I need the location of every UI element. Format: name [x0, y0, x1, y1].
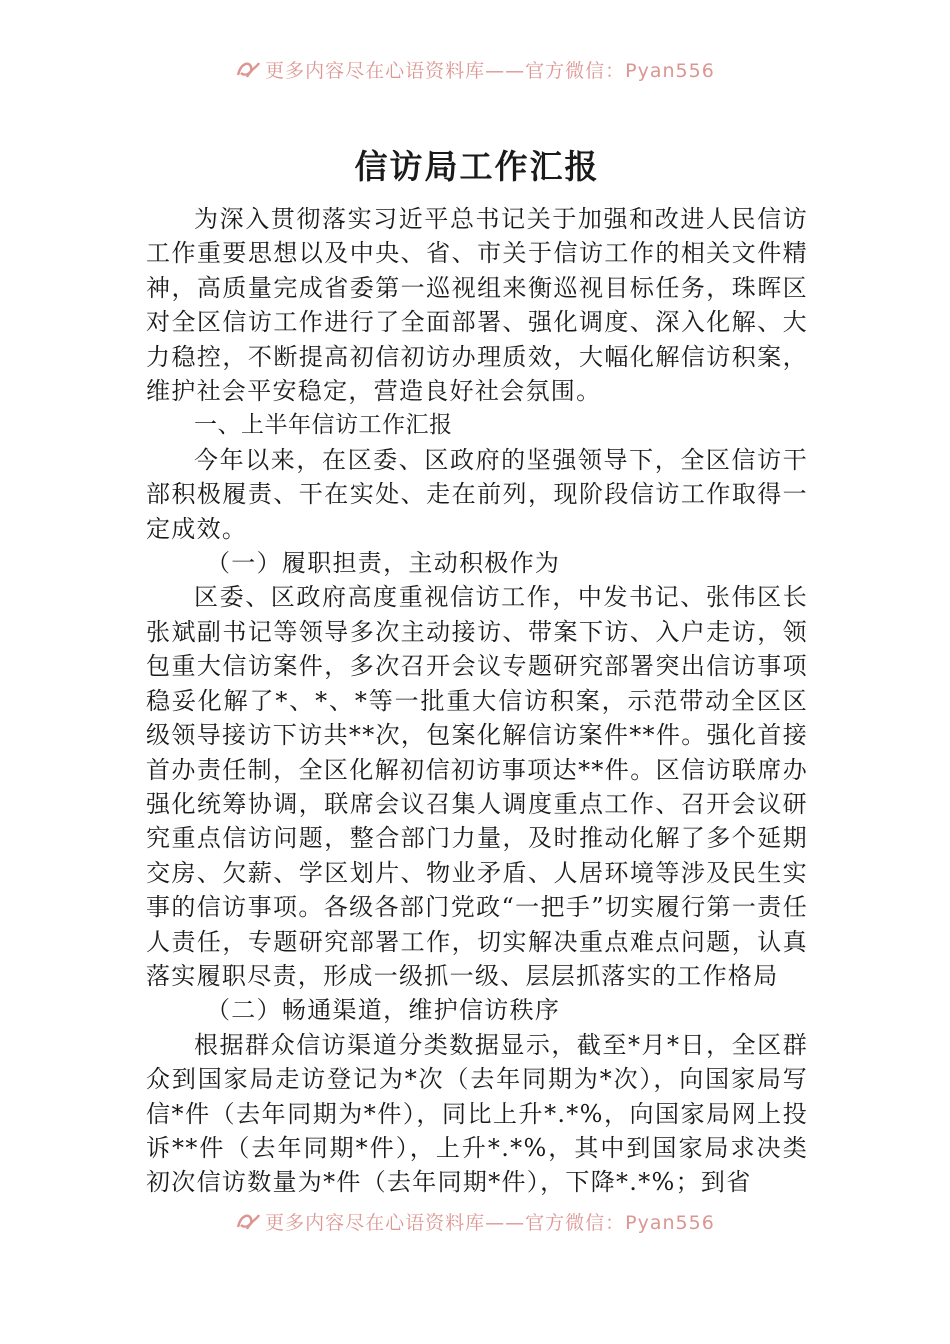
- intro-paragraph: 为深入贯彻落实习近平总书记关于加强和改进人民信访工作重要思想以及中央、省、市关于信访工作的相关文件精神，高质量完成省委第一巡视组来衡巡视目标任务，珠晖区对全区信访工作进行了全面部署、强化调度、深入化解、大力稳控，不断提高初信初访办理质效，大幅化解信访积案，维护社会平安稳定，营造良好社会氛围。: [146, 205, 808, 406]
- logo-icon: [235, 59, 261, 81]
- subsection-heading-2: （二）畅通渠道，维护信访秩序: [206, 996, 561, 1025]
- document-title: 信访局工作汇报: [354, 147, 600, 186]
- subsection-2-paragraph: 根据群众信访渠道分类数据显示，截至*月*日，全区群众到国家局走访登记为*次（去年同期为*次），向国家局写信*件（去年同期为*件），同比上升*.*%，向国家局网上投诉**件（去年同期*件），上升*.*%，其中到国家局求决类初次信访数量为*件（去年同期*件），下降*.*%；到省: [146, 1030, 808, 1197]
- section-1-paragraph: 今年以来，在区委、区政府的坚强领导下，全区信访干部积极履责、干在实处、走在前列，现阶段信访工作取得一定成效。: [146, 445, 808, 543]
- watermark-bottom: [0, 1208, 950, 1235]
- logo-icon: [235, 1211, 261, 1233]
- section-heading-1: 一、上半年信访工作汇报: [194, 412, 453, 439]
- document-page: [146, 140, 808, 1200]
- watermark-text: 更多内容尽在心语资料库——官方微信：Pyan556: [265, 1212, 715, 1234]
- watermark-top: [0, 56, 950, 83]
- watermark-text: 更多内容尽在心语资料库——官方微信：Pyan556: [265, 60, 715, 82]
- subsection-heading-1: （一）履职担责，主动积极作为: [206, 549, 561, 578]
- subsection-1-paragraph: 区委、区政府高度重视信访工作，中发书记、张伟区长张斌副书记等领导多次主动接访、带案下访、入户走访，领包重大信访案件，多次召开会议专题研究部署突出信访事项稳妥化解了*、*、*等一批重大信访积案，示范带动全区区级领导接访下访共**次，包案化解信访案件**件。强化首接首办责任制，全区化解初信初访事项达**件。区信访联席办强化统筹协调，联席会议召集人调度重点工作、召开会议研究重点信访问题，整合部门力量，及时推动化解了多个延期交房、欠薪、学区划片、物业矛盾、人居环境等涉及民生实事的信访事项。各级各部门党政“一把手”切实履行第一责任人责任，专题研究部署工作，切实解决重点难点问题，认真落实履职尽责，形成一级抓一级、层层抓落实的工作格局: [146, 583, 808, 990]
